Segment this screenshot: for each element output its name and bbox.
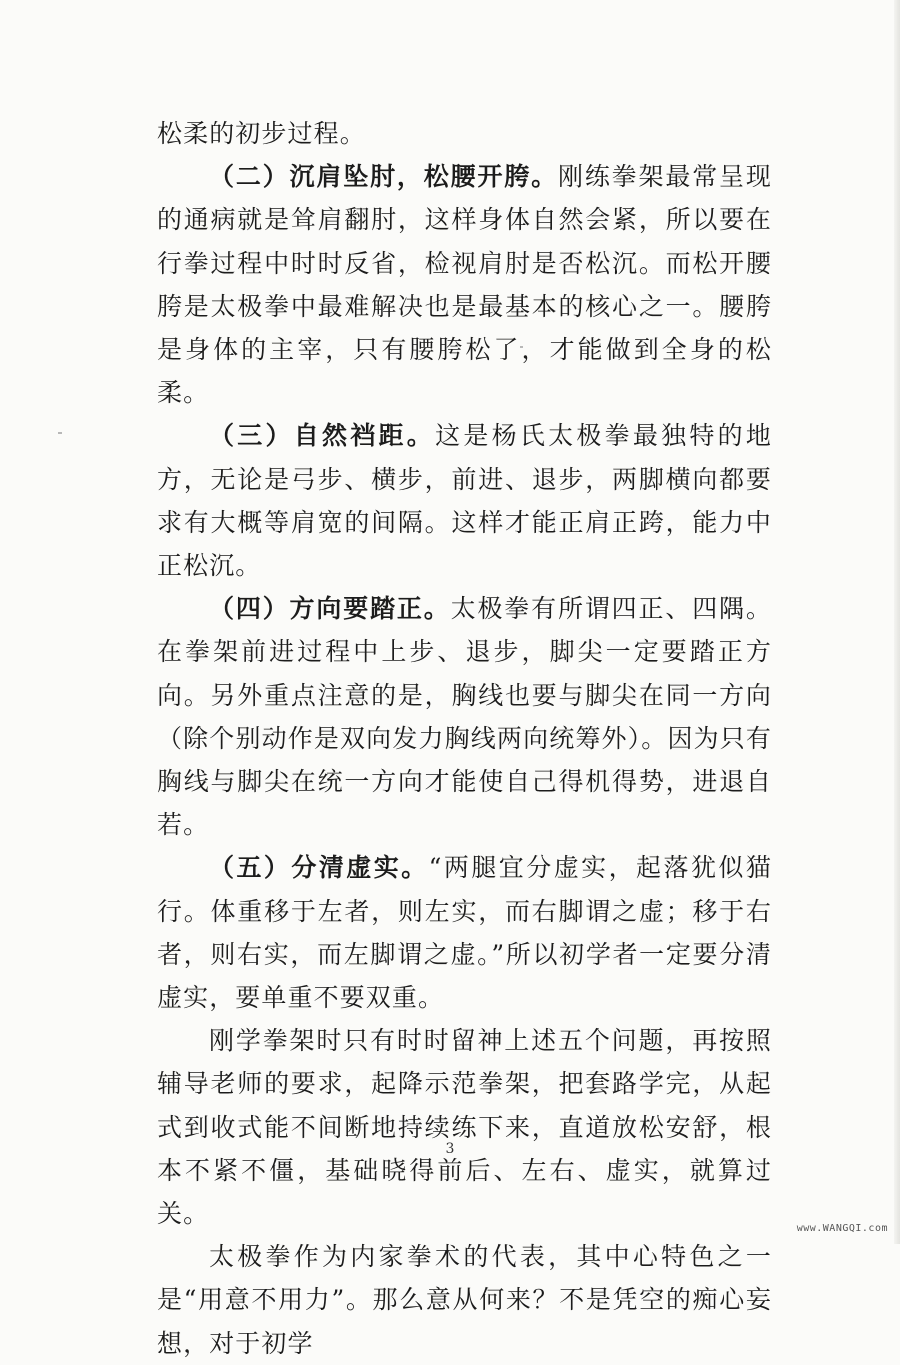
paragraph-text: 刚练拳架最常呈现的通病就是耸肩翻肘，这样身体自然会紧，所以要在行拳过程中时时反省，检视肩肘是否松沉。而松开腰胯是太极拳中最难解决也是最基本的核心之一。腰胯是身体的主宰，只有腰胯松了，才能做到全身的松柔。 [157,162,772,408]
paragraph-text: 太极拳作为内家拳术的代表，其中心特色之一是“用意不用力”。那么意从何来？不是凭空的痴心妄想，对于初学 [157,1242,772,1358]
paragraph-text: 这是杨氏太极拳最独特的地方，无论是弓步、横步，前进、退步，两脚横向都要求有大概等肩宽的间隔。这样才能正肩正跨，能力中正松沉。 [157,421,772,581]
paragraph-continuation [157,112,772,155]
paragraph-text: 松柔的初步过程。 [157,119,366,148]
body-text [157,112,772,1365]
point-heading: （二）沉肩坠肘，松腰开胯。 [209,162,558,192]
point-heading: （三）自然裆距。 [209,421,436,451]
point-heading: （五）分清虚实。 [209,853,429,883]
paragraph-point-2 [157,155,772,414]
paragraph-text: 刚学拳架时只有时时留神上述五个问题，再按照辅导老师的要求，起降示范拳架，把套路学完，从起式到收式能不间断地持续练下来，直道放松安舒，根本不紧不僵，基础晓得前后、左右、虚实，就算过关。 [157,1026,772,1229]
paragraph-summary [157,1019,772,1235]
page-number: 3 [445,1141,455,1157]
paragraph-text: “两腿宜分虚实，起落犹似猫行。体重移于左者，则左实，而右脚谓之虚；移于右者，则右实，而左脚谓之虚。”所以初学者一定要分清虚实，要单重不要双重。 [157,853,772,1013]
point-heading: （四）方向要踏正。 [209,594,451,624]
paragraph-intent [157,1235,772,1365]
paragraph-point-5 [157,846,772,1019]
paragraph-text: 太极拳有所谓四正、四隅。在拳架前进过程中上步、退步，脚尖一定要踏正方向。另外重点注意的是，胸线也要与脚尖在同一方向（除个别动作是双向发力胸线两向统筹外）。因为只有胸线与脚尖在统一方向才能使自己得机得势，进退自若。 [157,594,773,840]
scan-edge [894,0,900,1244]
scan-speck [58,432,62,434]
paragraph-point-3 [157,414,772,587]
paragraph-point-4 [157,587,772,846]
watermark: www.WANGQI.com [796,1223,888,1234]
